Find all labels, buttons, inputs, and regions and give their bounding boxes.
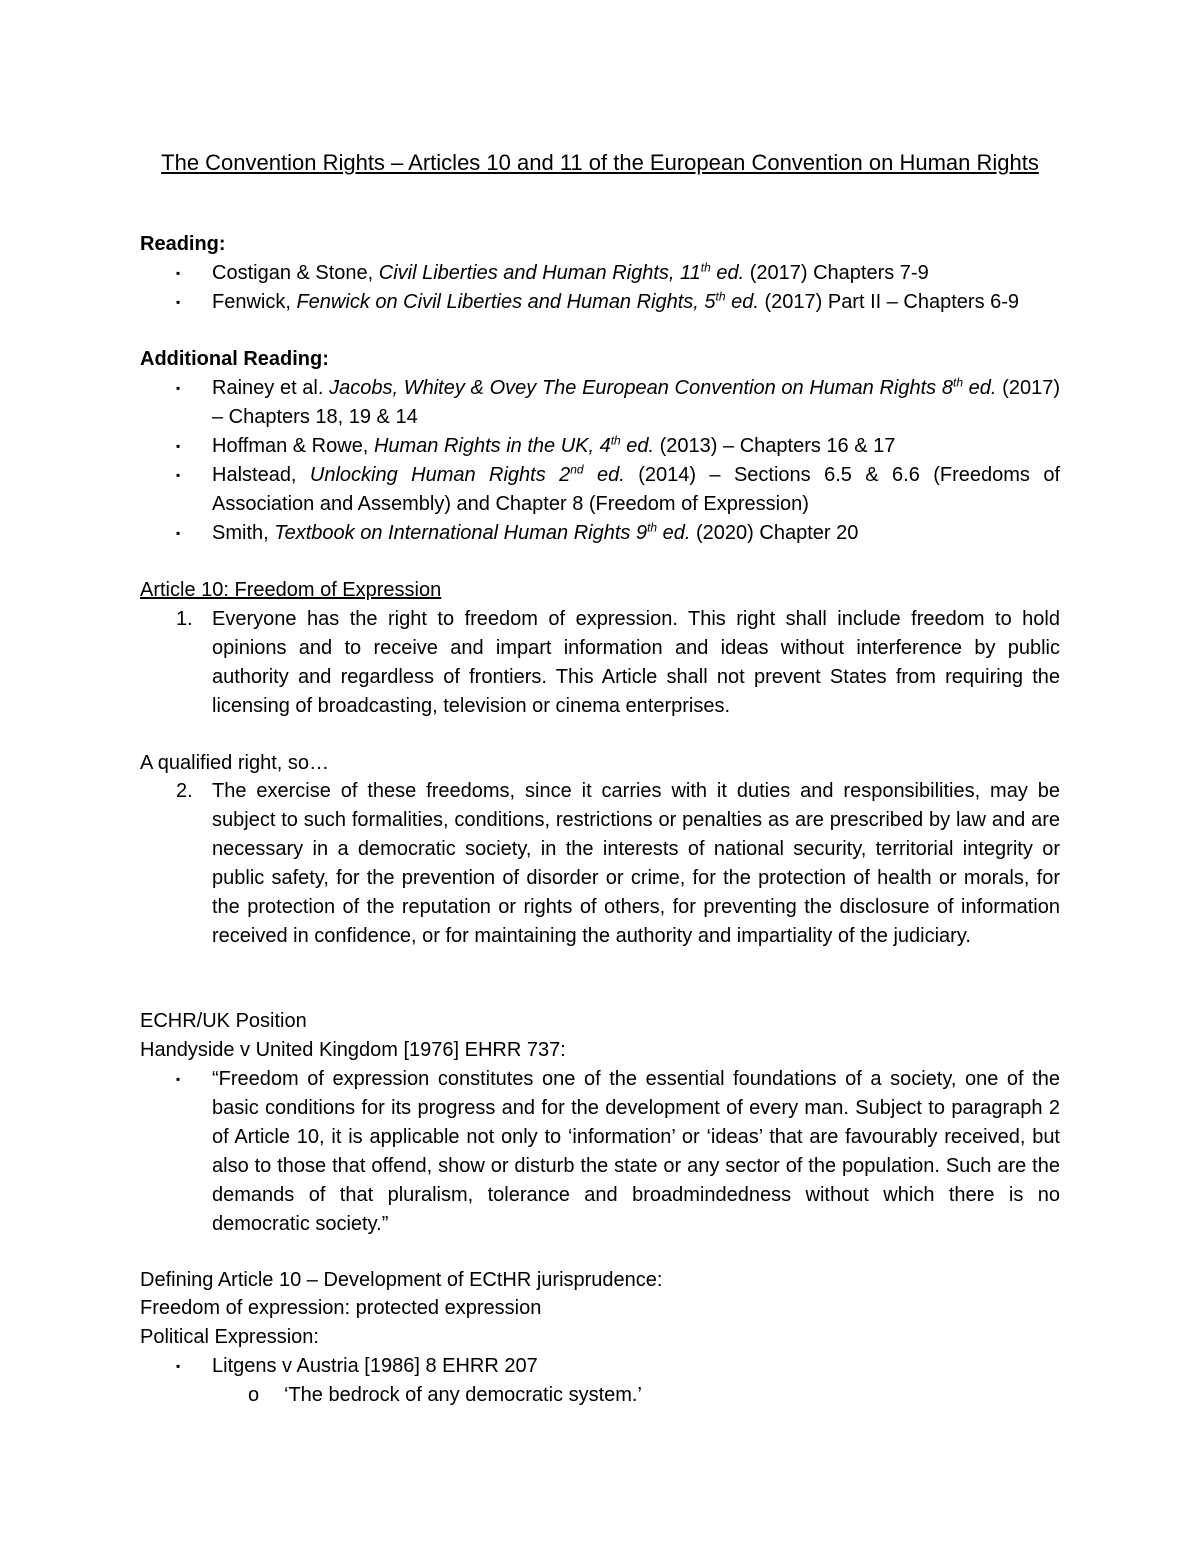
bullet-icon: ▪	[176, 1072, 181, 1086]
article-10-paragraph-2: The exercise of these freedoms, since it carries with it duties and responsibilities, may be subject to such formalities, conditions, restrictions or penalties as are prescribed by law and are necessary in a democratic society, in the interests of national security, territorial integrity or public safety, for the prevention of disorder or crime, for the protection of health or morals, for the protection of the reputation or rights of others, for preventing the disclosure of information received in confidence, or for maintaining the authority and impartiality of the judiciary.	[212, 780, 1060, 947]
defining-heading: Defining Article 10 – Development of ECtHR jurisprudence:	[140, 1269, 663, 1291]
bullet-icon: ▪	[176, 381, 181, 395]
list-item: Fenwick, Fenwick on Civil Liberties and Human Rights, 5th ed. (2017) Part II – Chapters 6-9	[212, 289, 1020, 313]
list-item: Halstead, Unlocking Human Rights 2nd ed. (2014) – Sections 6.5 & 6.6 (Freedoms of Association and Assembly) and Chapter 8 (Freedom of Expression)	[212, 462, 1061, 515]
handyside-quote: “Freedom of expression constitutes one of the essential foundations of a society, one of the basic conditions for its progress and for the development of every man. Subject to paragraph 2 of Article 10, it is applicable not only to ‘information’ or ‘ideas’ that are favourably received, but also to those that offend, show or disturb the state or any sector of the population. Such are the demands of that pluralism, tolerance and broadmindedness without which there is no democratic society.”	[212, 1068, 1060, 1235]
page-title: The Convention Rights – Articles 10 and 11 of the European Convention on Human Rights	[161, 150, 1039, 175]
bullet-icon: ▪	[176, 1359, 181, 1373]
litgens-case: Litgens v Austria [1986] 8 EHRR 207	[212, 1355, 538, 1377]
bullet-icon: ▪	[176, 295, 181, 309]
list-item: Hoffman & Rowe, Human Rights in the UK, 4th ed. (2013) – Chapters 16 & 17	[212, 433, 896, 457]
article-10-heading: Article 10: Freedom of Expression	[140, 579, 442, 601]
list-item: Costigan & Stone, Civil Liberties and Human Rights, 11th ed. (2017) Chapters 7-9	[212, 260, 929, 284]
bullet-icon: ▪	[176, 468, 181, 482]
list-item: Smith, Textbook on International Human Rights 9th ed. (2020) Chapter 20	[212, 520, 859, 544]
additional-reading-heading: Additional Reading:	[140, 348, 329, 370]
article-10-paragraph-1: Everyone has the right to freedom of expression. This right shall include freedom to hold opinions and to receive and impart information and ideas without interference by public authority and regardless of frontiers. This Article shall not prevent States from requiring the licensing of broadcasting, television or cinema enterprises.	[212, 608, 1060, 717]
reading-heading: Reading:	[140, 233, 226, 255]
qualified-right-note: A qualified right, so…	[140, 752, 329, 774]
echr-heading: ECHR/UK Position	[140, 1010, 307, 1032]
litgens-quote: ‘The bedrock of any democratic system.’	[284, 1384, 642, 1406]
political-expression-heading: Political Expression:	[140, 1326, 319, 1348]
sub-bullet-icon: o	[248, 1384, 260, 1406]
handyside-case: Handyside v United Kingdom [1976] EHRR 737:	[140, 1039, 566, 1061]
list-item: Rainey et al. Jacobs, Whitey & Ovey The European Convention on Human Rights 8th ed. (2017) – Chapters 18, 19 & 14	[212, 375, 1060, 428]
paragraph-number: 1.	[176, 608, 193, 630]
bullet-icon: ▪	[176, 266, 181, 280]
protected-expression-heading: Freedom of expression: protected expression	[140, 1297, 542, 1319]
bullet-icon: ▪	[176, 439, 181, 453]
paragraph-number: 2.	[176, 780, 193, 802]
bullet-icon: ▪	[176, 526, 181, 540]
